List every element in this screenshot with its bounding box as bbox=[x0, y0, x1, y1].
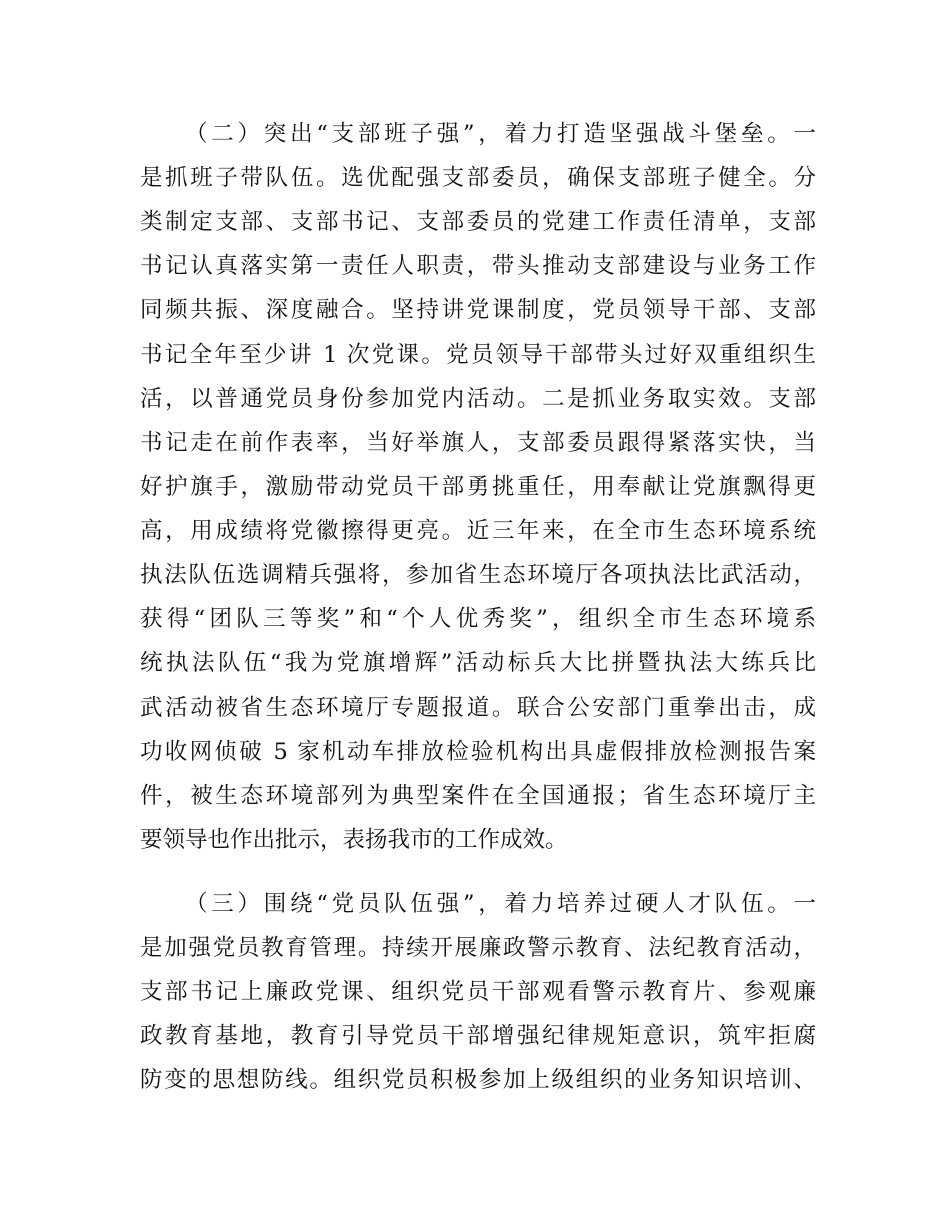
text-line: 要领导也作出批示，表扬我市的工作成效。 bbox=[140, 827, 568, 853]
text-line: 政教育基地，教育引导党员干部增强纪律规矩意识，筑牢拒腐 bbox=[140, 1023, 816, 1049]
text-line: 统执法队伍“我为党旗增辉”活动标兵大比拼暨执法大练兵比 bbox=[140, 650, 816, 676]
text-line: 是抓班子带队伍。选优配强支部委员，确保支部班子健全。分 bbox=[140, 165, 816, 191]
text-line: （三）围绕“党员队伍强”，着力培养过硬人才队伍。一 bbox=[185, 891, 816, 917]
text-line: 活，以普通党员身份参加党内活动。二是抓业务取实效。支部 bbox=[140, 386, 816, 412]
text-line: 功收网侦破 5 家机动车排放检验机构出具虚假排放检测报告案 bbox=[140, 739, 816, 765]
text-line: 获得“团队三等奖”和“个人优秀奖”，组织全市生态环境系 bbox=[140, 606, 816, 632]
text-line: 是加强党员教育管理。持续开展廉政警示教育、法纪教育活动， bbox=[140, 935, 816, 961]
text-line: 防变的思想防线。组织党员积极参加上级组织的业务知识培训、 bbox=[140, 1067, 816, 1093]
text-line: 高，用成绩将党徽擦得更亮。近三年来，在全市生态环境系统 bbox=[140, 518, 816, 544]
text-line: 书记全年至少讲 1 次党课。党员领导干部带头过好双重组织生 bbox=[140, 342, 816, 368]
text-line: 武活动被省生态环境厅专题报道。联合公安部门重拳出击，成 bbox=[140, 695, 816, 721]
text-line: 书记认真落实第一责任人职责，带头推动支部建设与业务工作 bbox=[140, 253, 816, 279]
text-line: 支部书记上廉政党课、组织党员干部观看警示教育片、参观廉 bbox=[140, 979, 816, 1005]
text-line: 好护旗手，激励带动党员干部勇挑重任，用奉献让党旗飘得更 bbox=[140, 474, 816, 500]
text-line: 书记走在前作表率，当好举旗人，支部委员跟得紧落实快，当 bbox=[140, 430, 816, 456]
text-line: 件，被生态环境部列为典型案件在全国通报；省生态环境厅主 bbox=[140, 783, 816, 809]
text-line: 执法队伍选调精兵强将，参加省生态环境厅各项执法比武活动， bbox=[140, 562, 816, 588]
text-line: 类制定支部、支部书记、支部委员的党建工作责任清单，支部 bbox=[140, 209, 816, 235]
text-line: （二）突出“支部班子强”，着力打造坚强战斗堡垒。一 bbox=[185, 121, 816, 147]
text-line: 同频共振、深度融合。坚持讲党课制度，党员领导干部、支部 bbox=[140, 297, 816, 323]
